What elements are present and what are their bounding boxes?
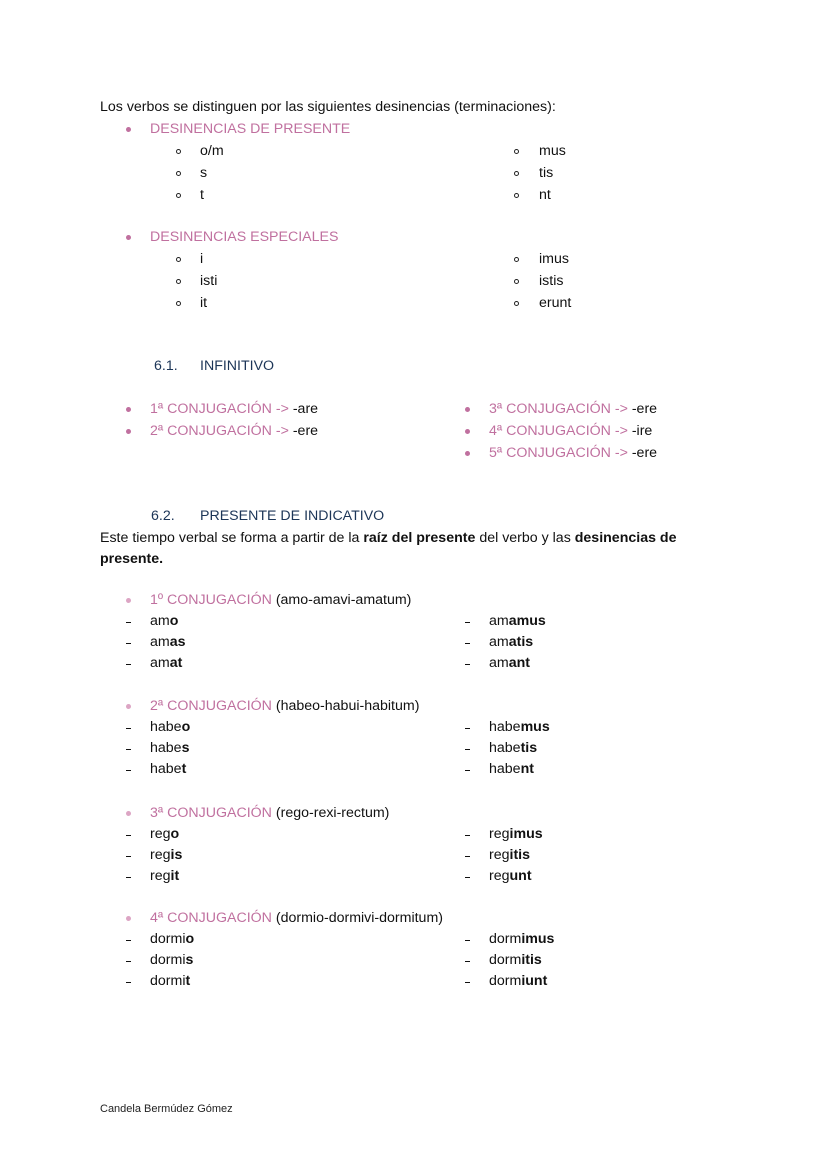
- infinitivo-item: [150, 423, 318, 439]
- verb-stem: dormi: [150, 931, 186, 947]
- verb-form: [489, 613, 546, 629]
- verb-ending: amus: [508, 613, 546, 629]
- especiales-ending: istis: [539, 273, 564, 289]
- verb-ending: o: [185, 931, 195, 947]
- infinitive-ending: -ere: [631, 445, 658, 461]
- dash-bullet: [465, 982, 470, 983]
- verb-ending: s: [185, 952, 194, 968]
- bullet-dot: [465, 429, 470, 434]
- footer-author: Candela Bermúdez Gómez: [100, 1103, 233, 1115]
- verb-form: [489, 868, 532, 884]
- verb-stem: am: [489, 655, 509, 671]
- section-number: 6.1.: [154, 358, 178, 374]
- verb-stem: habe: [489, 719, 521, 735]
- conjugation-label: 2ª CONJUGACIÓN: [150, 698, 272, 714]
- conjugation-heading: [150, 698, 419, 714]
- dash-bullet: [126, 622, 131, 623]
- verb-ending: nt: [520, 761, 534, 777]
- infinitive-ending: -are: [292, 401, 319, 417]
- bullet-dot: [126, 916, 131, 921]
- verb-form: [150, 868, 179, 884]
- verb-stem: am: [150, 613, 170, 629]
- section-number: 6.2.: [151, 508, 175, 524]
- emphasis: presente.: [100, 551, 164, 567]
- verb-ending: at: [169, 655, 183, 671]
- verb-stem: reg: [489, 826, 510, 842]
- dash-bullet: [465, 877, 470, 878]
- intro-text: Los verbos se distinguen por las siguientes desinencias (terminaciones):: [100, 99, 556, 115]
- dash-bullet: [126, 982, 131, 983]
- bullet-dot: [465, 407, 470, 412]
- dash-bullet: [465, 940, 470, 941]
- verb-form: [489, 634, 533, 650]
- verb-form: [150, 931, 194, 947]
- verb-ending: o: [170, 826, 180, 842]
- bullet-dot: [126, 811, 131, 816]
- circle-bullet: [176, 171, 181, 176]
- dash-bullet: [126, 835, 131, 836]
- especiales-ending: isti: [200, 273, 218, 289]
- verb-stem: dormi: [150, 973, 186, 989]
- dash-bullet: [465, 643, 470, 644]
- conjugation-label: 3ª CONJUGACIÓN: [150, 805, 272, 821]
- dash-bullet: [465, 664, 470, 665]
- verb-ending: t: [185, 973, 191, 989]
- conjugation-label: 2ª CONJUGACIÓN ->: [150, 423, 289, 439]
- section-title: INFINITIVO: [200, 358, 275, 374]
- circle-bullet: [514, 149, 519, 154]
- verb-form: [489, 655, 530, 671]
- verb-stem: am: [150, 634, 170, 650]
- verb-ending: o: [181, 719, 191, 735]
- verb-stem: habe: [489, 740, 521, 756]
- verb-ending: o: [169, 613, 179, 629]
- verb-stem: dorm: [489, 931, 522, 947]
- verb-ending: unt: [509, 868, 532, 884]
- verb-stem: am: [489, 613, 509, 629]
- verb-ending: imus: [521, 931, 555, 947]
- circle-bullet: [514, 257, 519, 262]
- presente-ending: mus: [539, 143, 566, 159]
- conjugation-label: 1º CONJUGACIÓN: [150, 592, 272, 608]
- verb-form: [489, 952, 542, 968]
- verb-form: [150, 973, 190, 989]
- verb-stem: dormi: [150, 952, 186, 968]
- verb-ending: atis: [508, 634, 534, 650]
- verb-ending: itis: [509, 847, 531, 863]
- dash-bullet: [126, 749, 131, 750]
- dash-bullet: [465, 961, 470, 962]
- verb-ending: imus: [509, 826, 543, 842]
- presente-ending: tis: [539, 165, 554, 181]
- infinitivo-item: [489, 401, 657, 417]
- presente-ending: t: [200, 187, 204, 203]
- conjugation-heading: [150, 592, 411, 608]
- dash-bullet: [126, 856, 131, 857]
- verb-ending: iunt: [521, 973, 548, 989]
- conjugation-label: 4ª CONJUGACIÓN ->: [489, 423, 628, 439]
- verb-form: [150, 761, 186, 777]
- dash-bullet: [465, 749, 470, 750]
- section-title: PRESENTE DE INDICATIVO: [200, 508, 385, 524]
- emphasis: desinencias de: [574, 530, 677, 546]
- dash-bullet: [126, 877, 131, 878]
- verb-stem: am: [489, 634, 509, 650]
- presente-heading: DESINENCIAS DE PRESENTE: [150, 121, 351, 137]
- infinitivo-item: [150, 401, 318, 417]
- verb-form: [489, 931, 554, 947]
- presente-ending: o/m: [200, 143, 224, 159]
- principal-parts: (amo-amavi-amatum): [275, 592, 412, 608]
- circle-bullet: [176, 149, 181, 154]
- verb-form: [150, 952, 193, 968]
- verb-ending: s: [181, 740, 190, 756]
- verb-ending: t: [181, 761, 187, 777]
- dash-bullet: [126, 728, 131, 729]
- dash-bullet: [126, 770, 131, 771]
- verb-stem: habe: [150, 740, 182, 756]
- dash-bullet: [465, 622, 470, 623]
- emphasis: raíz del presente: [363, 530, 476, 546]
- dash-bullet: [465, 770, 470, 771]
- bullet-dot: [126, 235, 131, 240]
- infinitive-ending: -ire: [631, 423, 653, 439]
- conjugation-label: 4ª CONJUGACIÓN: [150, 910, 272, 926]
- conjugation-heading: [150, 805, 389, 821]
- verb-stem: dorm: [489, 952, 522, 968]
- verb-form: [150, 634, 186, 650]
- verb-stem: dorm: [489, 973, 522, 989]
- conjugation-heading: [150, 910, 443, 926]
- especiales-heading: DESINENCIAS ESPECIALES: [150, 229, 339, 245]
- verb-stem: am: [150, 655, 170, 671]
- verb-form: [489, 826, 543, 842]
- infinitivo-item: [489, 445, 657, 461]
- infinitive-ending: -ere: [292, 423, 319, 439]
- especiales-ending: erunt: [539, 295, 572, 311]
- circle-bullet: [514, 193, 519, 198]
- dash-bullet: [126, 664, 131, 665]
- circle-bullet: [176, 193, 181, 198]
- verb-form: [150, 740, 189, 756]
- verb-form: [150, 613, 178, 629]
- especiales-ending: i: [200, 251, 204, 267]
- dash-bullet: [126, 961, 131, 962]
- bullet-dot: [126, 127, 131, 132]
- conjugation-label: 1ª CONJUGACIÓN ->: [150, 401, 289, 417]
- circle-bullet: [514, 301, 519, 306]
- verb-ending: it: [170, 868, 180, 884]
- verb-stem: reg: [150, 847, 171, 863]
- principal-parts: (habeo-habui-habitum): [275, 698, 420, 714]
- verb-stem: reg: [150, 826, 171, 842]
- verb-form: [489, 847, 530, 863]
- verb-ending: ant: [508, 655, 530, 671]
- verb-form: [489, 719, 550, 735]
- dash-bullet: [465, 856, 470, 857]
- verb-form: [489, 973, 547, 989]
- verb-form: [150, 655, 182, 671]
- bullet-dot: [126, 704, 131, 709]
- verb-stem: habe: [150, 761, 182, 777]
- circle-bullet: [176, 279, 181, 284]
- especiales-ending: it: [200, 295, 208, 311]
- principal-parts: (dormio-dormivi-dormitum): [275, 910, 443, 926]
- bullet-dot: [126, 429, 131, 434]
- presente-ending: nt: [539, 187, 551, 203]
- verb-ending: as: [169, 634, 186, 650]
- circle-bullet: [176, 301, 181, 306]
- verb-form: [150, 826, 179, 842]
- verb-form: [489, 761, 534, 777]
- verb-ending: tis: [520, 740, 538, 756]
- bullet-dot: [126, 407, 131, 412]
- dash-bullet: [465, 835, 470, 836]
- verb-form: [150, 719, 190, 735]
- circle-bullet: [514, 279, 519, 284]
- verb-stem: reg: [150, 868, 171, 884]
- verb-form: [489, 740, 537, 756]
- infinitive-ending: -ere: [631, 401, 658, 417]
- presente-ending: s: [200, 165, 208, 181]
- verb-ending: itis: [521, 952, 542, 968]
- dash-bullet: [465, 728, 470, 729]
- conjugation-label: 3ª CONJUGACIÓN ->: [489, 401, 628, 417]
- bullet-dot: [126, 598, 131, 603]
- verb-stem: reg: [489, 847, 510, 863]
- verb-stem: reg: [489, 868, 510, 884]
- verb-ending: is: [170, 847, 183, 863]
- circle-bullet: [514, 171, 519, 176]
- dash-bullet: [126, 643, 131, 644]
- dash-bullet: [126, 940, 131, 941]
- bullet-dot: [465, 451, 470, 456]
- verb-form: [150, 847, 182, 863]
- verb-ending: mus: [520, 719, 550, 735]
- verb-stem: habe: [150, 719, 182, 735]
- circle-bullet: [176, 257, 181, 262]
- explanation-paragraph: Este tiempo verbal se forma a partir de la raíz del presente del verbo y las desinencias de presente.: [100, 530, 677, 567]
- conjugation-label: 5ª CONJUGACIÓN ->: [489, 445, 628, 461]
- principal-parts: (rego-rexi-rectum): [275, 805, 390, 821]
- especiales-ending: imus: [539, 251, 569, 267]
- verb-stem: habe: [489, 761, 521, 777]
- infinitivo-item: [489, 423, 652, 439]
